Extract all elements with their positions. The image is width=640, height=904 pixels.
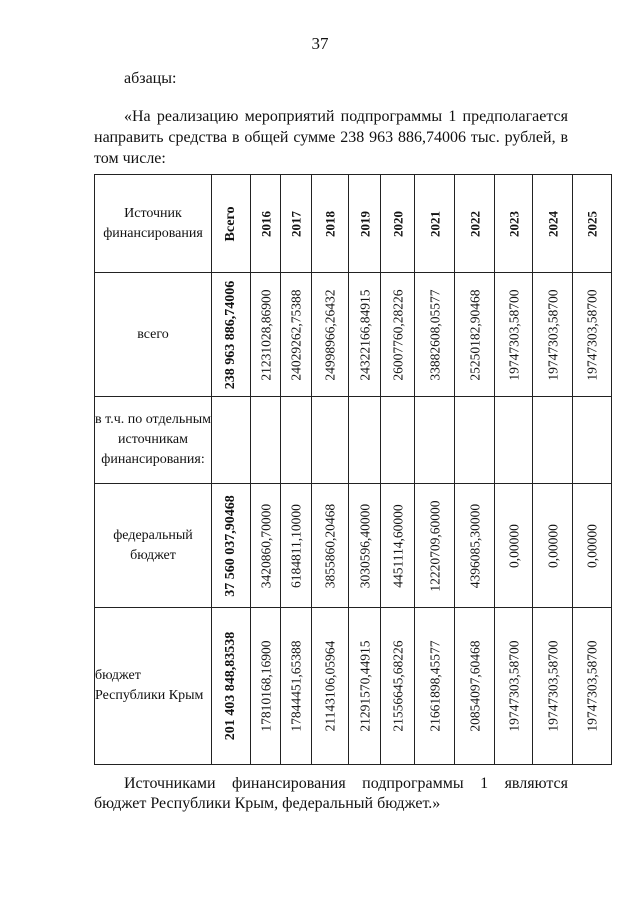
- year-value: 3030596,40000: [356, 503, 372, 588]
- year-header: 2016: [258, 210, 273, 237]
- value-cell: [349, 484, 381, 608]
- year-cell: [381, 175, 415, 273]
- year-cell: [312, 175, 349, 273]
- table-row-crimea: [95, 608, 612, 765]
- empty-cell: [312, 397, 349, 484]
- value-cell: [312, 608, 349, 765]
- value-cell: [381, 273, 415, 397]
- intro-word: абзацы:: [124, 70, 177, 87]
- year-value: 19747303,58700: [505, 288, 521, 381]
- row-label: в т.ч. по отдельным источникам финансирования:: [95, 397, 212, 484]
- year-value: 33882608,05577: [426, 288, 442, 381]
- year-header: 2021: [427, 210, 442, 237]
- total-value: 238 963 886,74006: [223, 280, 238, 389]
- intro-paragraph: «На реализацию мероприятий подпрограммы 1 предполагается направить средства в общей сумме 238 963 886,74006 тыс. рублей, в том числе:: [94, 108, 568, 167]
- value-cell: [281, 484, 312, 608]
- year-cell: [251, 175, 281, 273]
- empty-cell: [281, 397, 312, 484]
- empty-cell: [349, 397, 381, 484]
- year-cell: [349, 175, 381, 273]
- year-header: 2017: [288, 210, 304, 237]
- empty-cell: [573, 397, 612, 484]
- table-row-federal: [95, 484, 612, 608]
- empty-cell: [381, 397, 415, 484]
- year-value: 3420860,70000: [257, 503, 273, 588]
- value-cell: [381, 608, 415, 765]
- value-cell: [381, 484, 415, 608]
- year-header: 2020: [390, 210, 405, 237]
- year-value: 25250182,90468: [466, 288, 482, 381]
- header-total-cell: [212, 175, 251, 273]
- total-value: 201 403 848,83538: [223, 631, 238, 741]
- year-value: 17844451,65388: [288, 640, 304, 732]
- table-row-subheader: [95, 397, 612, 484]
- financing-table: [94, 174, 612, 765]
- year-cell: [573, 175, 612, 273]
- year-value: 4451114,60000: [389, 503, 405, 588]
- year-header: 2022: [467, 210, 482, 237]
- value-cell: [415, 608, 455, 765]
- year-value: 24029262,75388: [288, 288, 304, 381]
- year-value: 0,00000: [505, 523, 521, 568]
- year-value: 20854097,60468: [466, 640, 482, 732]
- value-cell: [251, 484, 281, 608]
- year-value: 3855860,20468: [322, 503, 338, 588]
- value-cell: [533, 608, 573, 765]
- year-cell: [533, 175, 573, 273]
- row-label: бюджет Республики Крым: [95, 608, 212, 765]
- row-label: федеральный бюджет: [95, 484, 212, 608]
- year-header: 2023: [506, 210, 521, 237]
- year-value: 21556645,68226: [389, 640, 405, 732]
- year-value: 26007760,28226: [389, 288, 405, 381]
- empty-cell: [415, 397, 455, 484]
- value-cell: [349, 608, 381, 765]
- year-cell: [455, 175, 495, 273]
- year-value: 17810168,16900: [257, 640, 273, 732]
- header-source-label: Источник финансирования: [95, 175, 212, 273]
- closing-paragraph: Источниками финансирования подпрограммы 1 являются бюджет Республики Крым, федеральный бюджет.»: [94, 775, 568, 812]
- year-value: 0,00000: [544, 523, 560, 568]
- year-value: 24322166,84915: [356, 288, 372, 381]
- year-header: 2024: [545, 210, 560, 237]
- value-cell: [533, 273, 573, 397]
- value-cell: [455, 273, 495, 397]
- empty-cell: [455, 397, 495, 484]
- value-cell: [495, 273, 533, 397]
- year-cell: [281, 175, 312, 273]
- year-header: 2018: [322, 210, 338, 237]
- total-cell: [212, 608, 251, 765]
- year-cell: [495, 175, 533, 273]
- value-cell: [415, 273, 455, 397]
- year-value: 19747303,58700: [584, 640, 600, 732]
- header-total: Всего: [223, 206, 238, 241]
- value-cell: [281, 608, 312, 765]
- value-cell: [251, 273, 281, 397]
- value-cell: [495, 608, 533, 765]
- page-number: 37: [311, 34, 329, 53]
- value-cell: [455, 608, 495, 765]
- year-value: 24998966,26432: [322, 288, 338, 381]
- value-cell: [573, 484, 612, 608]
- total-cell: [212, 484, 251, 608]
- row-label: всего: [95, 273, 212, 397]
- value-cell: [251, 608, 281, 765]
- year-value: 19747303,58700: [505, 640, 521, 732]
- value-cell: [573, 273, 612, 397]
- year-value: 21291570,44915: [356, 640, 372, 732]
- year-value: 19747303,58700: [544, 640, 560, 732]
- empty-cell: [251, 397, 281, 484]
- year-value: 21231028,86900: [257, 288, 273, 381]
- value-cell: [281, 273, 312, 397]
- value-cell: [312, 484, 349, 608]
- year-value: 0,00000: [584, 523, 600, 568]
- year-value: 21143106,05964: [322, 640, 338, 732]
- year-header: 2025: [584, 210, 600, 237]
- year-value: 6184811,10000: [288, 503, 304, 588]
- value-cell: [349, 273, 381, 397]
- value-cell: [312, 273, 349, 397]
- empty-cell: [495, 397, 533, 484]
- total-value: 37 560 037,90468: [223, 494, 238, 597]
- value-cell: [455, 484, 495, 608]
- value-cell: [573, 608, 612, 765]
- year-header: 2019: [357, 210, 372, 237]
- empty-cell: [212, 397, 251, 484]
- table-row-total: [95, 273, 612, 397]
- value-cell: [415, 484, 455, 608]
- year-value: 19747303,58700: [584, 288, 600, 381]
- year-cell: [415, 175, 455, 273]
- year-value: 19747303,58700: [544, 288, 560, 381]
- value-cell: [533, 484, 573, 608]
- header-row: [95, 175, 612, 273]
- year-value: 12220709,60000: [426, 499, 442, 592]
- value-cell: [495, 484, 533, 608]
- empty-cell: [533, 397, 573, 484]
- year-value: 4396085,30000: [466, 503, 482, 588]
- total-cell: [212, 273, 251, 397]
- year-value: 21661898,45577: [426, 640, 442, 732]
